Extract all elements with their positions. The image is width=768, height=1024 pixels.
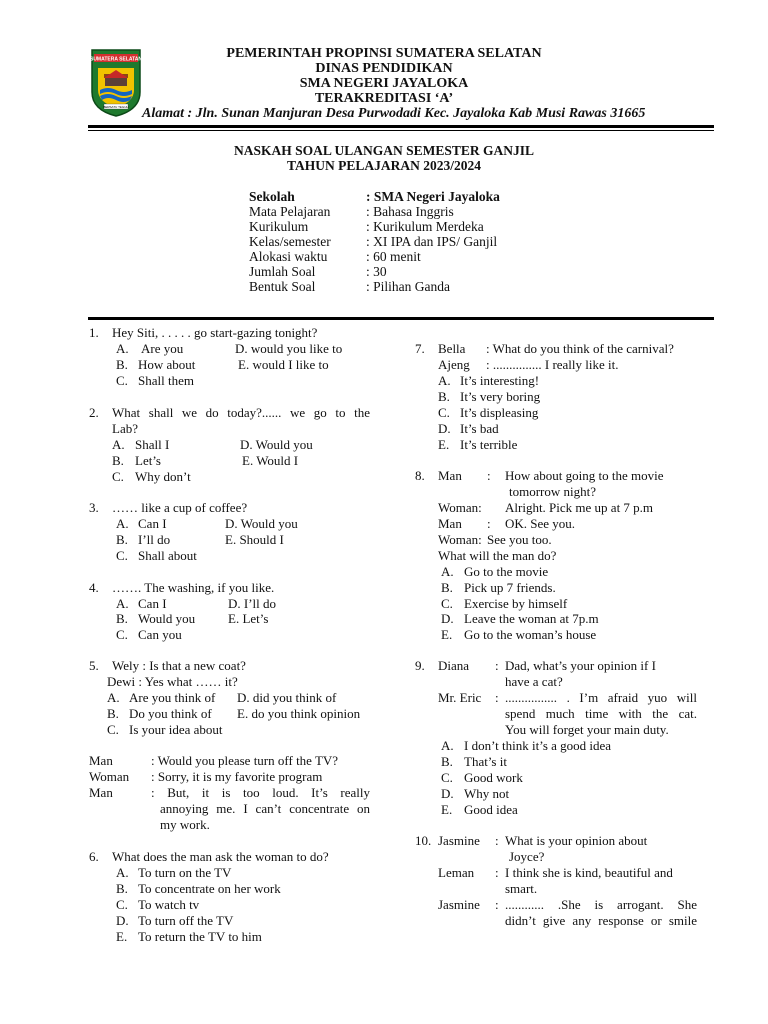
option-text: E. do you think opinion <box>237 706 361 721</box>
option-text: D. I’ll do <box>228 596 277 611</box>
option-text: Why don’t <box>135 469 191 484</box>
option-letter: C. <box>112 469 124 484</box>
option-text: Leave the woman at 7p.m <box>464 611 599 626</box>
dialog-colon: : <box>487 516 491 531</box>
info-key: Mata Pelajaran <box>249 204 331 219</box>
dialog-line: have a cat? <box>505 674 563 689</box>
question-text: ……. The washing, if you like. <box>112 580 275 595</box>
option-text: Go to the movie <box>464 564 549 579</box>
option-text: How about <box>138 357 196 372</box>
option-letter: C. <box>107 722 119 737</box>
option-text: D. did you think of <box>237 690 337 705</box>
question-text: What will the man do? <box>438 548 557 563</box>
option-letter: C. <box>441 596 453 611</box>
option-text: Would you <box>138 611 196 626</box>
option-letter: E. <box>441 802 453 817</box>
option-letter: D. <box>438 421 451 436</box>
question-text: What does the man ask the woman to do? <box>112 849 329 864</box>
option-text: Can you <box>138 627 182 642</box>
dialog-line: Joyce? <box>509 849 545 864</box>
option-text: To concentrate on her work <box>138 881 281 896</box>
header-accreditation: TERAKREDITASI ‘A’ <box>314 91 454 106</box>
option-letter: C. <box>438 405 450 420</box>
speaker: Mr. Eric <box>438 690 482 705</box>
info-key: Sekolah <box>249 189 295 204</box>
option-letter: A. <box>116 596 129 611</box>
speaker: Bella <box>438 341 466 356</box>
info-key: Jumlah Soal <box>249 264 316 279</box>
info-key: Alokasi waktu <box>249 249 328 264</box>
question-number: 1. <box>89 325 99 340</box>
option-text: Good idea <box>464 802 518 817</box>
question-text: What shall we do today?...... we go to the <box>112 405 370 420</box>
dialog-line: Dewi : Yes what …… it? <box>107 674 238 689</box>
option-letter: A. <box>112 437 125 452</box>
option-text: Are you think of <box>129 690 216 705</box>
option-text: E. Should I <box>225 532 284 547</box>
option-letter: B. <box>116 357 128 372</box>
dialog-line: : Would you please turn off the TV? <box>151 753 339 768</box>
option-text: To watch tv <box>138 897 200 912</box>
option-text: Pick up 7 friends. <box>464 580 556 595</box>
option-text: Let’s <box>135 453 161 468</box>
header-government: PEMERINTAH PROPINSI SUMATERA SELATAN <box>226 46 542 61</box>
option-text: Good work <box>464 770 523 785</box>
dialog-line: ............ .She is arrogant. She <box>505 897 697 912</box>
dialog-colon: : <box>495 690 499 705</box>
option-text: Shall them <box>138 373 194 388</box>
question-text: Hey Siti, . . . . . go start-gazing tonight? <box>112 325 318 340</box>
dialog-line: : ............... I really like it. <box>486 357 619 372</box>
speaker: Man <box>438 516 462 531</box>
info-key: Bentuk Soal <box>249 279 316 294</box>
speaker: Woman: <box>438 532 482 547</box>
option-text: E. Let’s <box>228 611 269 626</box>
question-text: …… like a cup of coffee? <box>112 500 248 515</box>
dialog-line: smart. <box>505 881 538 896</box>
info-key: Kelas/semester <box>249 234 331 249</box>
option-letter: B. <box>112 453 124 468</box>
header-school: SMA NEGERI JAYALOKA <box>299 76 469 91</box>
speaker: Ajeng <box>438 357 470 372</box>
info-value: : 30 <box>366 264 387 279</box>
question-text: Lab? <box>112 421 138 436</box>
option-letter: E. <box>441 627 453 642</box>
exam-year: TAHUN PELAJARAN 2023/2024 <box>286 158 481 173</box>
option-text: It’s interesting! <box>460 373 540 388</box>
dialog-line: didn’t give any response or smile <box>505 913 697 928</box>
question-number: 2. <box>89 405 99 420</box>
speaker: Man <box>89 753 113 768</box>
option-letter: C. <box>116 897 128 912</box>
dialog-line: OK. See you. <box>505 516 576 531</box>
dialog-colon: : <box>495 658 499 673</box>
dialog-line: See you too. <box>487 532 552 547</box>
option-letter: C. <box>116 373 128 388</box>
dialog-colon: : <box>495 897 499 912</box>
speaker: Leman <box>438 865 475 880</box>
header-department: DINAS PENDIDIKAN <box>315 61 453 76</box>
dialog-line: I think she is kind, beautiful and <box>505 865 673 880</box>
dialog-line: How about going to the movie <box>505 468 664 483</box>
option-text: Shall about <box>138 548 197 563</box>
svg-text:BERSATU TEGUH: BERSATU TEGUH <box>103 105 129 109</box>
option-letter: A. <box>116 865 129 880</box>
speaker: Man <box>89 785 113 800</box>
option-letter: A. <box>441 738 454 753</box>
dialog-colon: : <box>495 833 499 848</box>
option-letter: A. <box>116 341 129 356</box>
option-text: To turn off the TV <box>138 913 234 928</box>
dialog-line: What is your opinion about <box>505 833 648 848</box>
speaker: Diana <box>438 658 470 673</box>
option-letter: A. <box>438 373 451 388</box>
dialog-line: Dad, what’s your opinion if I <box>505 658 656 673</box>
option-text: D. would you like to <box>235 341 343 356</box>
question-number: 5. <box>89 658 99 673</box>
section-divider <box>88 317 714 320</box>
option-letter: D. <box>441 786 454 801</box>
option-text: It’s very boring <box>460 389 541 404</box>
question-number: 3. <box>89 500 99 515</box>
dialog-colon: : <box>495 865 499 880</box>
question-number: 7. <box>415 341 425 356</box>
option-letter: D. <box>441 611 454 626</box>
option-text: Are you <box>141 341 184 356</box>
option-text: Can I <box>138 596 167 611</box>
option-text: Do you think of <box>129 706 212 721</box>
question-number: 8. <box>415 468 425 483</box>
dialog-line: spend much time with the cat. <box>505 706 697 721</box>
option-text: D. Would you <box>240 437 313 452</box>
option-letter: A. <box>116 516 129 531</box>
speaker: Jasmine <box>438 897 480 912</box>
option-letter: A. <box>107 690 120 705</box>
option-text: It’s displeasing <box>460 405 539 420</box>
option-text: Shall I <box>135 437 170 452</box>
speaker: Woman <box>89 769 130 784</box>
option-letter: C. <box>441 770 453 785</box>
option-text: Go to the woman’s house <box>464 627 597 642</box>
question-number: 4. <box>89 580 99 595</box>
question-number: 6. <box>89 849 99 864</box>
option-text: E. would I like to <box>238 357 329 372</box>
option-text: Why not <box>464 786 510 801</box>
option-letter: C. <box>116 548 128 563</box>
option-text: It’s bad <box>460 421 499 436</box>
option-letter: B. <box>116 881 128 896</box>
header-divider-thin <box>88 130 714 131</box>
dialog-line: tomorrow night? <box>509 484 597 499</box>
option-text: D. Would you <box>225 516 298 531</box>
option-text: It’s terrible <box>460 437 518 452</box>
info-key: Kurikulum <box>249 219 309 234</box>
option-letter: C. <box>116 627 128 642</box>
header-divider-thick <box>88 125 714 128</box>
option-letter: E. <box>438 437 450 452</box>
dialog-colon: : <box>487 468 491 483</box>
dialog-line: You will forget your main duty. <box>505 722 669 737</box>
dialog-line: : But, it is too loud. It’s really <box>151 785 370 800</box>
speaker: Jasmine <box>438 833 480 848</box>
dialog-line: : What do you think of the carnival? <box>486 341 674 356</box>
question-number: 10. <box>415 833 432 848</box>
header-address: Alamat : Jln. Sunan Manjuran Desa Purwodadi Kec. Jayaloka Kab Musi Rawas 31665 <box>142 106 646 121</box>
dialog-line: annoying me. I can’t concentrate on <box>160 801 370 816</box>
info-value: : Bahasa Inggris <box>366 204 454 219</box>
question-number: 9. <box>415 658 425 673</box>
option-text: I’ll do <box>138 532 171 547</box>
dialog-line: : Sorry, it is my favorite program <box>151 769 323 784</box>
exam-title: NASKAH SOAL ULANGAN SEMESTER GANJIL <box>233 143 535 158</box>
option-text: To return the TV to him <box>138 929 262 944</box>
svg-text:SUMATERA SELATAN: SUMATERA SELATAN <box>90 56 142 63</box>
speaker: Woman: <box>438 500 482 515</box>
option-letter: B. <box>107 706 119 721</box>
option-letter: A. <box>441 564 454 579</box>
option-text: Can I <box>138 516 167 531</box>
option-letter: B. <box>441 580 453 595</box>
info-value: : XI IPA dan IPS/ Ganjil <box>366 234 498 249</box>
option-text: I don’t think it’s a good idea <box>464 738 612 753</box>
option-letter: B. <box>116 532 128 547</box>
option-letter: B. <box>438 389 450 404</box>
dialog-line: Wely : Is that a new coat? <box>112 658 246 673</box>
info-value: : SMA Negeri Jayaloka <box>366 189 500 204</box>
info-value: : Pilihan Ganda <box>366 279 450 294</box>
dialog-line: Alright. Pick me up at 7 p.m <box>505 500 654 515</box>
option-text: E. Would I <box>242 453 299 468</box>
option-text: Is your idea about <box>129 722 223 737</box>
speaker: Man <box>438 468 462 483</box>
option-letter: B. <box>441 754 453 769</box>
option-letter: E. <box>116 929 128 944</box>
dialog-line: my work. <box>160 817 210 832</box>
option-text: That’s it <box>464 754 507 769</box>
option-letter: D. <box>116 913 129 928</box>
info-value: : 60 menit <box>366 249 421 264</box>
option-letter: B. <box>116 611 128 626</box>
option-text: To turn on the TV <box>138 865 232 880</box>
info-value: : Kurikulum Merdeka <box>366 219 484 234</box>
dialog-line: ................ . I’m afraid yuo will <box>505 690 697 705</box>
option-text: Exercise by himself <box>464 596 568 611</box>
